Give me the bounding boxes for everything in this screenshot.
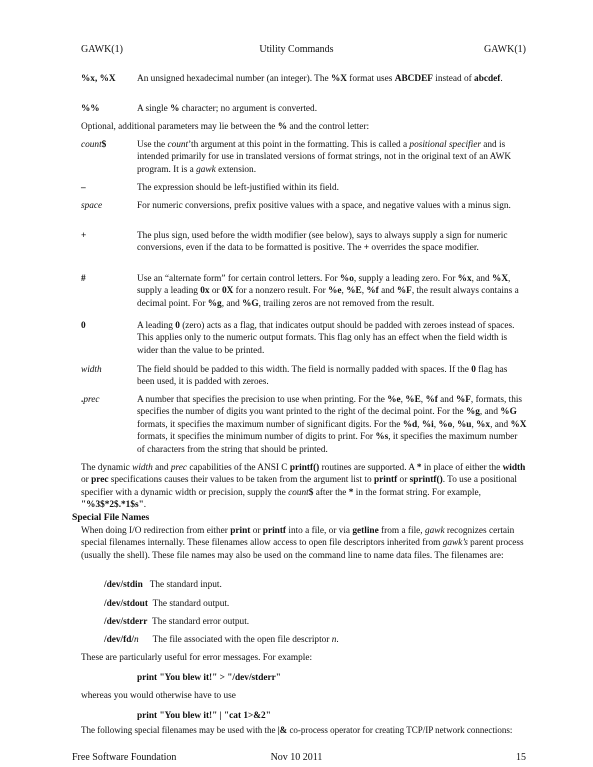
optional-intro: Optional, additional parameters may lie between the % and the control letter: [81,122,370,132]
term-plus: + [81,231,87,241]
example-cat: print "You blew it!" | "cat 1>&2" [137,711,271,721]
example-stderr: print "You blew it!" > "/dev/stderr" [137,673,281,683]
term-hex: %x, %X [81,74,116,84]
file-stdin: /dev/stdin The standard input. [104,580,222,590]
file-fd: /dev/fd/n The file associated with the open file descriptor n. [104,635,339,645]
footer-left: Free Software Foundation [72,752,177,763]
term-zero: 0 [81,321,86,331]
desc-minus: The expression should be left-justified within its field. [137,183,339,193]
footer-center: Nov 10 2011 [270,752,323,763]
term-prec: .prec [81,395,100,405]
file-stderr: /dev/stderr The standard error output. [104,617,250,627]
header-right: GAWK(1) [484,44,526,55]
term-count: count$ [81,140,107,150]
header-left: GAWK(1) [81,44,123,55]
file-stdout: /dev/stdout The standard output. [104,599,230,609]
desc-hex: An unsigned hexadecimal number (an integer). The %X format uses ABCDEF instead of abcdef. [137,74,503,84]
header-center: Utility Commands [259,44,334,55]
footer-right: 15 [516,752,526,763]
desc-hash: Use an “alternate form” for certain control letters. For %o, supply a leading zero. For %x, and %X, supply a leading 0x or 0X for a nonzero result. For %e, %E, %f and %F, the result always contains a decimal point. For %g, and %G, trailing zeros are not removed from the result. [137,274,519,309]
term-space: space [81,201,103,211]
desc-zero: A leading 0 (zero) acts as a flag, that indicates output should be padded with zeroes instead of spaces. This applies only to the numeric output formats. This flag only has an effect when the field width is wider than the value to be printed. [137,321,515,356]
term-hash: # [81,274,86,284]
dynamic-paragraph: The dynamic width and prec capabilities of the ANSI C printf() routines are supported. A * in place of either the width or prec specifications causes their values to be taken from the argument list to printf or sprintf(). To use a positional specifier with a dynamic width or precision, supply the count$ after the * in the format string. For example, "%3$*2$.*1$s". [81,463,526,511]
desc-plus: The plus sign, used before the width modifier (see below), says to always supply a sign for numeric conversions, even if the data to be formatted is positive. The + overrides the space modifier. [137,231,508,254]
term-percent: %% [81,104,100,114]
desc-prec: A number that specifies the precision to use when printing. For the %e, %E, %f and %F, formats, this specifies the number of digits you want printed to the right of the decimal point. For the %g, and %G formats, it specifies the maximum number of significant digits. For the %d, %i, %o, %u, %x, and %X formats, it specifies the minimum number of digits to print. For %s, it specifies the maximum number of characters from the string that should be printed. [137,395,527,455]
term-minus: – [81,183,86,193]
special-files-intro: When doing I/O redirection from either print or printf into a file, or via getline from a file, gawk recognizes certain special filenames internally. These filenames allow access to open file descriptors inherited from gawk’s parent process (usually the shell). These file names may also be used on the command line to name data files. The filenames are: [81,526,524,561]
section-heading: Special File Names [72,512,150,523]
desc-count: Use the count’th argument at this point in the formatting. This is called a positional specifier and is intended primarily for use in translated versions of format strings, not in the original text of an AWK program. It is a gawk extension. [137,140,512,175]
desc-space: For numeric conversions, prefix positive values with a space, and negative values with a minus sign. [137,201,511,211]
desc-percent: A single % character; no argument is converted. [137,104,318,114]
desc-width: The field should be padded to this width. The field is normally padded with spaces. If the 0 flag has been used, it is padded with zeroes. [137,365,508,388]
useful-line: These are particularly useful for error messages. For example: [81,653,313,663]
term-width: width [81,365,102,375]
whereas-line: whereas you would otherwise have to use [81,691,236,701]
following-paragraph: The following special filenames may be used with the |& co-process operator for creating TCP/IP network connections: [81,725,513,735]
